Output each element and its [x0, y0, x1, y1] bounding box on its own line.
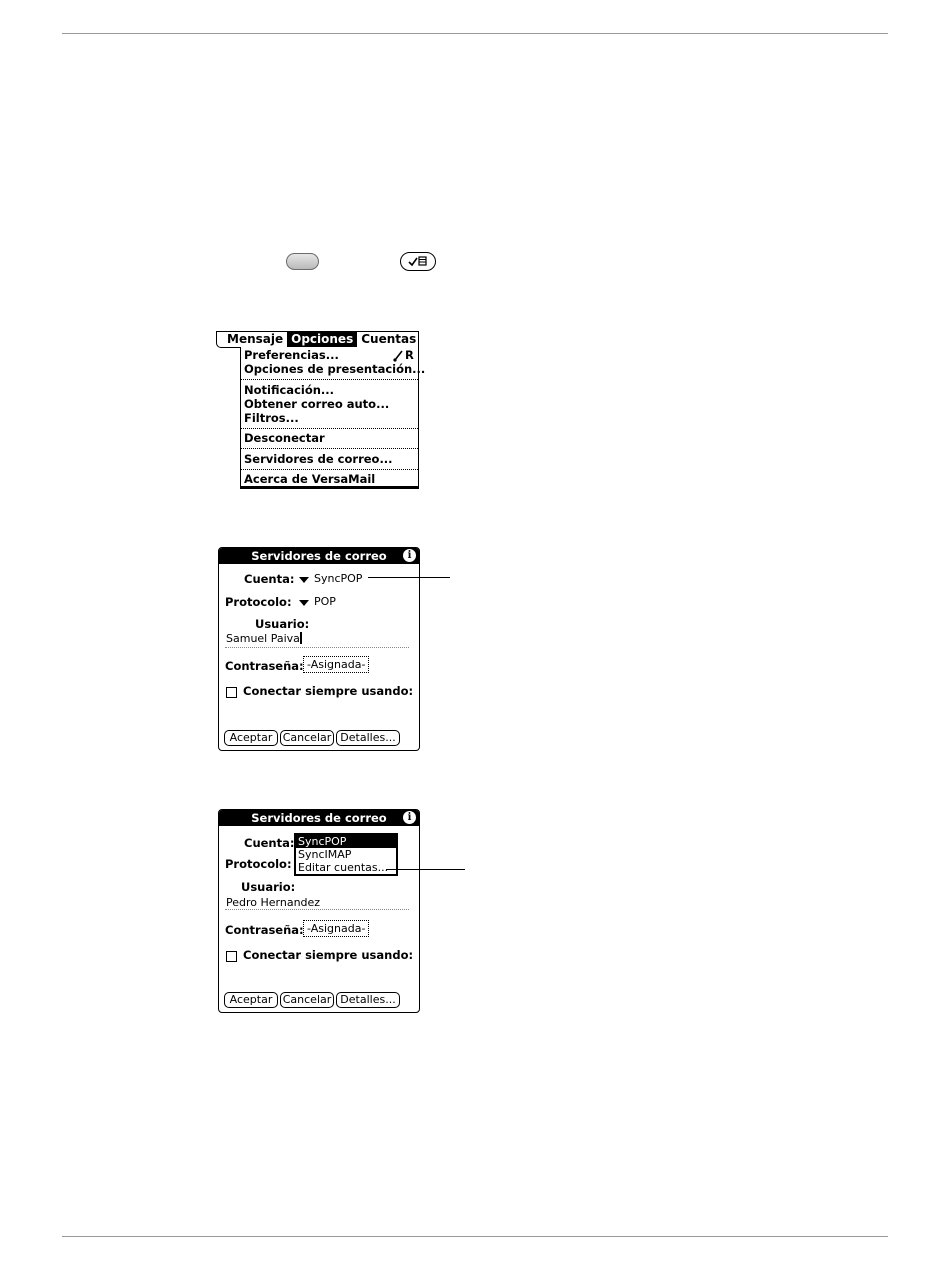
conectar-label: Conectar siempre usando: — [243, 948, 414, 962]
menu-tab-opciones[interactable]: Opciones — [287, 332, 357, 347]
top-rule — [62, 33, 888, 34]
callout-line — [368, 577, 450, 578]
cuenta-label: Cuenta: — [244, 836, 295, 850]
conectar-checkbox[interactable] — [226, 951, 237, 962]
bottom-rule — [62, 1236, 888, 1237]
cuenta-dropdown-icon[interactable] — [299, 577, 309, 583]
detalles-button[interactable]: Detalles... — [336, 730, 400, 746]
menu-tab-cuentas[interactable]: Cuentas — [361, 332, 417, 346]
popup-item-editar-cuentas[interactable]: Editar cuentas... — [298, 861, 389, 874]
servidores-dialog-popup — [218, 809, 420, 1013]
menu-item-preferencias[interactable]: Preferencias... — [244, 348, 339, 362]
info-icon[interactable]: i — [403, 549, 416, 562]
detalles-button[interactable]: Detalles... — [336, 992, 400, 1008]
popup-item-syncimap[interactable]: SyncIMAP — [298, 848, 352, 861]
text-cursor — [300, 632, 302, 644]
usuario-label: Usuario: — [241, 880, 296, 894]
cuenta-popup-list — [294, 833, 398, 876]
shortcut-stroke-icon — [393, 349, 417, 362]
menu-item-servidores[interactable]: Servidores de correo... — [244, 452, 393, 466]
contrasena-field[interactable]: -Asignada- — [303, 920, 369, 937]
contrasena-label: Contraseña: — [225, 923, 304, 937]
menu-bar — [216, 331, 419, 348]
opciones-menu — [240, 347, 426, 489]
aceptar-button[interactable]: Aceptar — [224, 730, 278, 746]
menu-separator — [241, 448, 418, 449]
menu-item-desconectar[interactable]: Desconectar — [244, 431, 325, 445]
menu-item-obtener-correo[interactable]: Obtener correo auto... — [244, 397, 390, 411]
conectar-label: Conectar siempre usando: — [243, 684, 414, 698]
menu-item-notificacion[interactable]: Notificación... — [244, 383, 335, 397]
shortcut-letter: R — [405, 348, 414, 362]
usuario-label: Usuario: — [255, 617, 310, 631]
usuario-value: Samuel Paiva — [226, 632, 300, 645]
menu-item-acerca[interactable]: Acerca de VersaMail — [244, 472, 376, 486]
usuario-underline — [225, 647, 409, 648]
application-button-icon — [286, 253, 319, 270]
popup-item-syncpop[interactable]: SyncPOP — [296, 835, 396, 848]
menu-item-filtros[interactable]: Filtros... — [244, 411, 299, 425]
contrasena-label: Contraseña: — [225, 659, 304, 673]
menu-tab-mensaje[interactable]: Mensaje — [227, 332, 284, 346]
cuenta-label: Cuenta: — [244, 572, 295, 586]
usuario-field[interactable]: Pedro Hernandez — [226, 896, 321, 909]
protocolo-picker[interactable]: POP — [314, 595, 336, 608]
menu-separator — [241, 428, 418, 429]
menu-item-opciones-presentacion[interactable]: Opciones de presentación... — [244, 362, 426, 376]
protocolo-dropdown-icon[interactable] — [299, 600, 309, 606]
info-icon[interactable]: i — [403, 811, 416, 824]
protocolo-label: Protocolo: — [225, 857, 292, 871]
callout-line — [386, 869, 465, 870]
cuenta-picker[interactable]: SyncPOP — [314, 572, 363, 585]
menu-separator — [241, 379, 418, 380]
dialog-title: Servidores de correo — [219, 810, 419, 826]
dialog-title: Servidores de correo — [219, 548, 419, 564]
aceptar-button[interactable]: Aceptar — [224, 992, 278, 1008]
cancelar-button[interactable]: Cancelar — [280, 992, 334, 1008]
usuario-field[interactable] — [226, 632, 302, 646]
conectar-checkbox[interactable] — [226, 687, 237, 698]
cancelar-button[interactable]: Cancelar — [280, 730, 334, 746]
contrasena-field[interactable]: -Asignada- — [303, 656, 369, 673]
usuario-underline — [225, 909, 409, 910]
protocolo-label: Protocolo: — [225, 595, 292, 609]
menu-icon — [400, 252, 436, 271]
menu-separator — [241, 469, 418, 470]
